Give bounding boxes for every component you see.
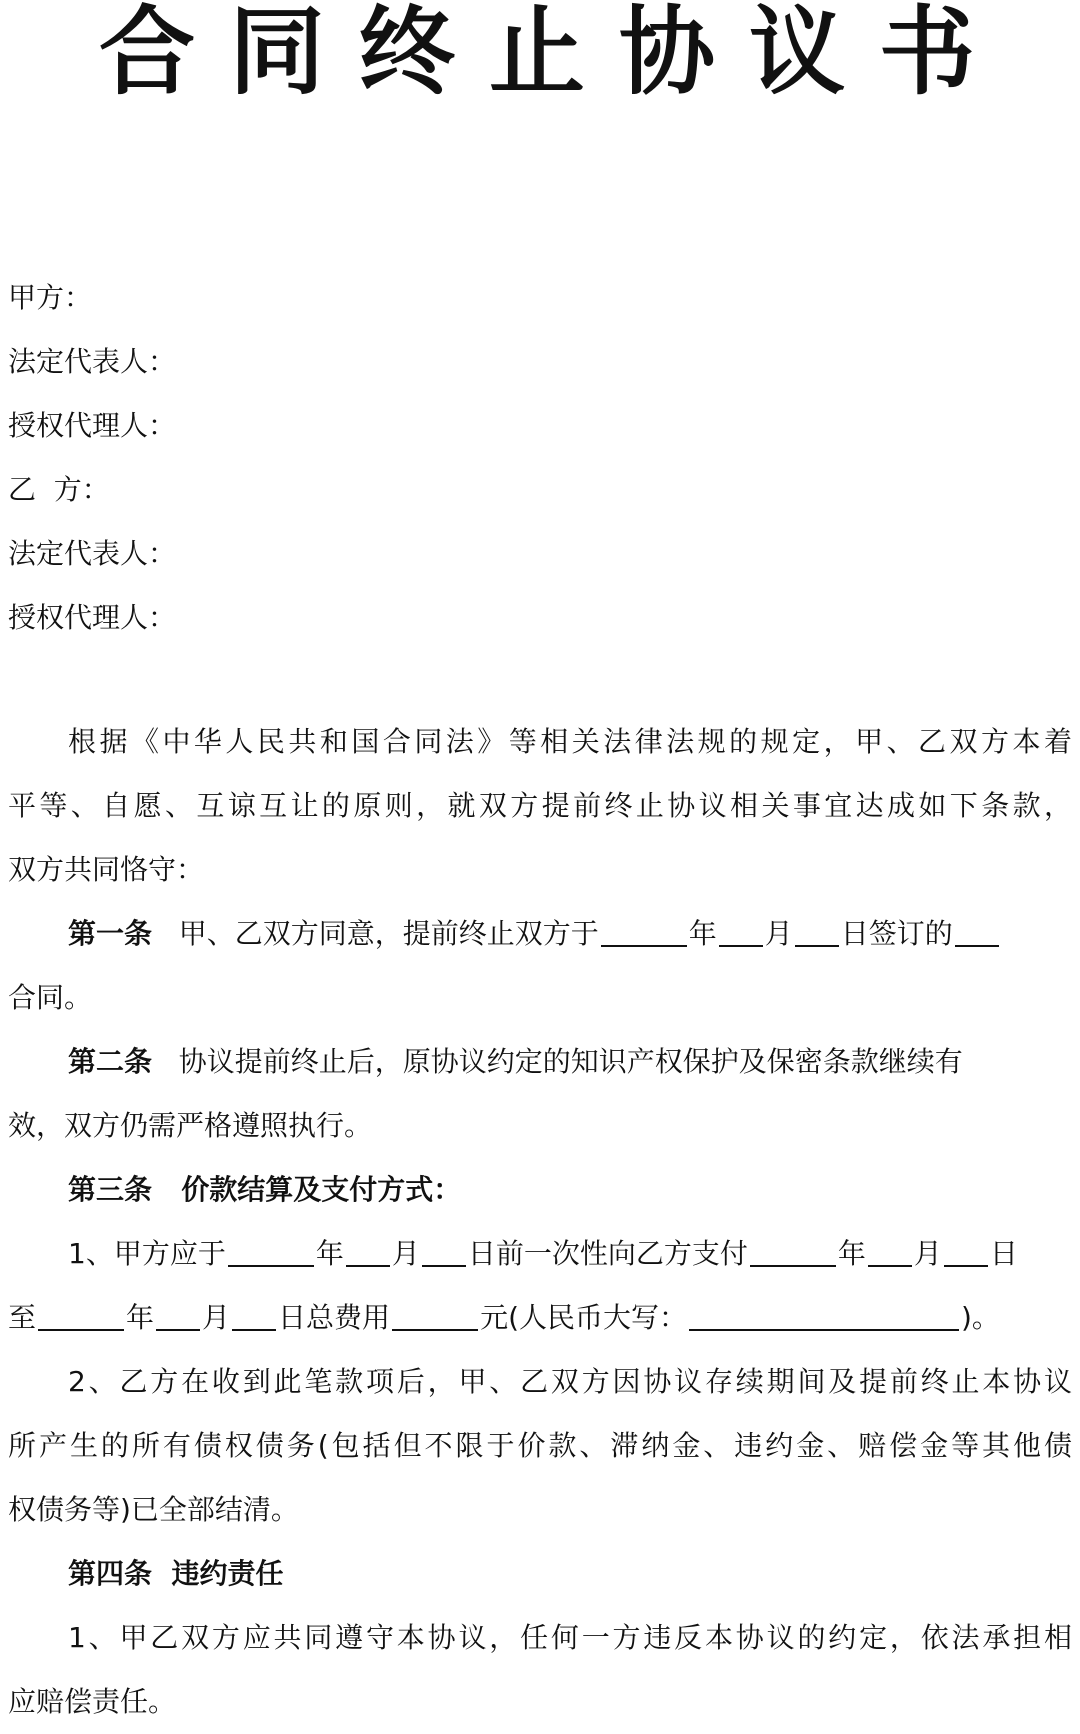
period-end-month-blank <box>156 1299 200 1331</box>
day-label: 日 <box>989 1237 1018 1270</box>
party-a-agent-label: 授权代理人： <box>8 409 177 442</box>
article-3-item-2-line-1: 2、乙方在收到此笔款项后，甲、乙双方因协议存续期间及提前终止本协议 <box>68 1365 1072 1398</box>
party-a-legal-rep-label: 法定代表人： <box>8 345 177 378</box>
preamble-line-2: 平等、自愿、互谅互让的原则，就双方提前终止协议相关事宜达成如下条款， <box>8 789 1072 822</box>
article-4-item-1-line-2: 应赔偿责任。 <box>8 1685 177 1718</box>
pay-day-blank <box>422 1235 466 1267</box>
article-4-item-1-line-1: 1、甲乙双方应共同遵守本协议，任何一方违反本协议的约定，依法承担相 <box>68 1621 1072 1654</box>
agreement-body <box>8 710 1072 1734</box>
article-3-item-2-line-3: 权债务等)已全部结清。 <box>8 1493 299 1526</box>
article-2-heading: 第二条 <box>68 1045 153 1078</box>
month-blank <box>719 915 763 947</box>
article-3-item-2-line-2: 所产生的所有债权债务(包括但不限于价款、滞纳金、违约金、赔偿金等其他债 <box>8 1429 1072 1462</box>
party-a-label: 甲方： <box>8 281 93 314</box>
total-fee-label: 日总费用 <box>278 1301 391 1334</box>
year-label: 年 <box>688 917 717 950</box>
amount-blank <box>392 1299 478 1331</box>
day-blank <box>795 915 839 947</box>
period-start-year-blank <box>750 1235 836 1267</box>
pay-year-blank <box>228 1235 314 1267</box>
month-label: 月 <box>202 1301 231 1334</box>
month-label: 月 <box>391 1237 420 1270</box>
preamble-line-1: 根据《中华人民共和国合同法》等相关法律法规的规定，甲、乙双方本着 <box>68 725 1072 758</box>
rmb-uppercase-label: 元(人民币大写： <box>480 1301 687 1334</box>
year-label: 年 <box>315 1237 344 1270</box>
article-4-title-line <box>8 1542 1072 1606</box>
article-3-title-line <box>8 1158 1072 1222</box>
article-3-item-1-line-1 <box>8 1222 1072 1286</box>
item-1-text: 1、甲方应于 <box>68 1237 226 1270</box>
article-3-title: 价款结算及支付方式： <box>181 1173 462 1206</box>
article-4-title: 违约责任 <box>171 1557 284 1590</box>
party-b-agent-label: 授权代理人： <box>8 601 177 634</box>
party-b-label: 乙 方： <box>8 473 110 506</box>
pay-month-blank <box>346 1235 390 1267</box>
year-blank <box>601 915 687 947</box>
period-start-month-blank <box>868 1235 912 1267</box>
year-label: 年 <box>837 1237 866 1270</box>
document-title: 合同终止协议书 <box>99 0 1009 108</box>
preamble-line-3: 双方共同恪守： <box>8 853 205 886</box>
contract-name-blank <box>955 915 999 947</box>
article-2-line-2: 效，双方仍需严格遵照执行。 <box>8 1109 373 1142</box>
article-1-line-1 <box>8 902 1072 966</box>
pay-before-text: 日前一次性向乙方支付 <box>467 1237 748 1270</box>
period-end-year-blank <box>38 1299 124 1331</box>
to-label: 至 <box>8 1301 37 1334</box>
article-1-line-2: 合同。 <box>8 981 93 1014</box>
article-1-heading: 第一条 <box>68 917 153 950</box>
rmb-uppercase-blank <box>689 1299 959 1331</box>
parties-block <box>8 266 1068 650</box>
article-3-heading: 第三条 <box>68 1173 153 1206</box>
article-4-heading: 第四条 <box>68 1557 153 1590</box>
party-b-legal-rep-label: 法定代表人： <box>8 537 177 570</box>
period-end-day-blank <box>232 1299 276 1331</box>
article-2-text: 协议提前终止后，原协议约定的知识产权保护及保密条款继续有 <box>178 1045 963 1078</box>
article-1-text: 甲、乙双方同意，提前终止双方于 <box>178 917 599 950</box>
period-start-day-blank <box>944 1235 988 1267</box>
article-3-item-1-line-2 <box>8 1286 1072 1350</box>
article-2-line-1 <box>8 1030 1072 1094</box>
month-label: 月 <box>764 917 793 950</box>
year-label: 年 <box>126 1301 155 1334</box>
month-label: 月 <box>913 1237 942 1270</box>
closing-paren: )。 <box>961 1301 1000 1334</box>
day-signed-label: 日签订的 <box>840 917 953 950</box>
